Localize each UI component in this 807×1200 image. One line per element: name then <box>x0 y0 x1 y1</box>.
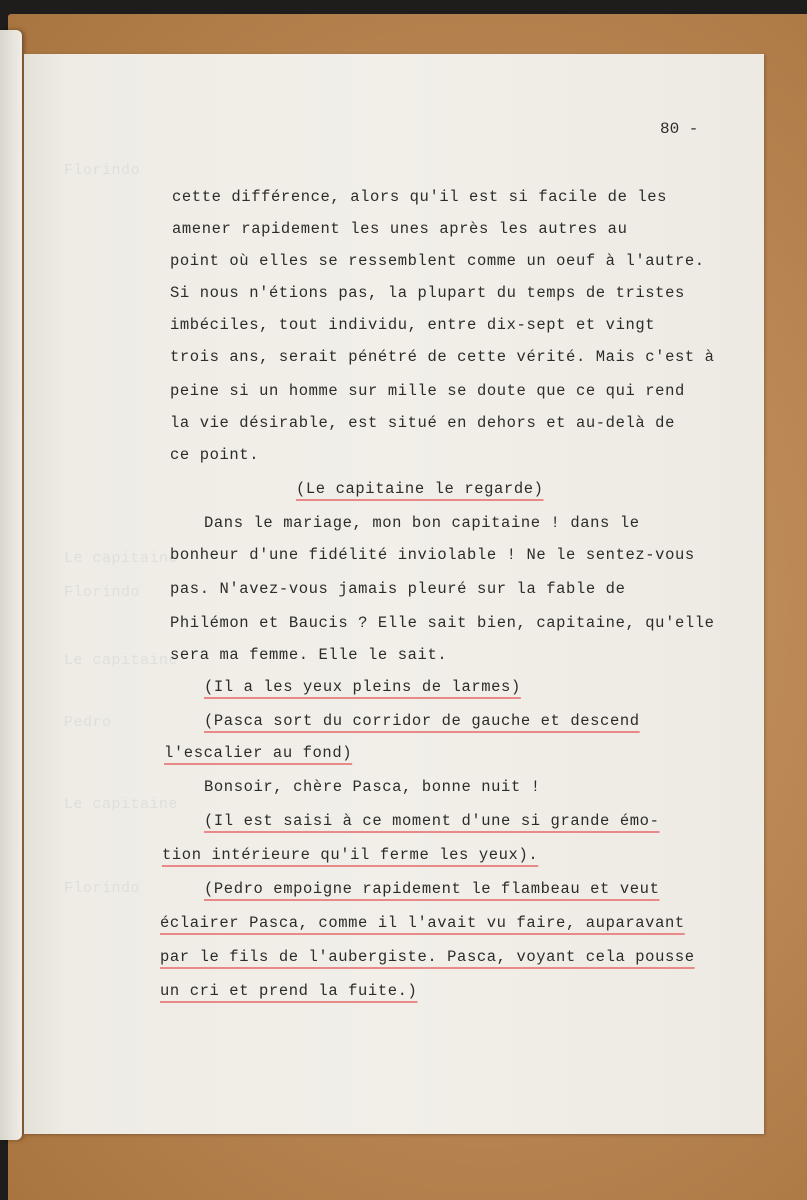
dialogue-line: peine si un homme sur mille se doute que ce qui rend <box>170 382 685 400</box>
dialogue-line: Bonsoir, chère Pasca, bonne nuit ! <box>204 778 541 796</box>
dialogue-line: trois ans, serait pénétré de cette vérité. Mais c'est à <box>170 348 715 366</box>
stage-direction-line: tion intérieure qu'il ferme les yeux). <box>162 846 539 864</box>
left-page-edge <box>0 30 22 1140</box>
page-number: 80 - <box>660 120 699 138</box>
dialogue-line: ce point. <box>170 446 260 464</box>
dialogue-line: Philémon et Baucis ? Elle sait bien, capitaine, qu'elle <box>170 614 715 632</box>
dialogue-line: Si nous n'étions pas, la plupart du temps de tristes <box>170 284 685 302</box>
show-through-text: Le capitaine <box>64 652 179 669</box>
dialogue-line: point où elles se ressemblent comme un oeuf à l'autre. <box>170 252 705 270</box>
typed-sheet <box>24 54 764 1134</box>
dialogue-line: pas. N'avez-vous jamais pleuré sur la fable de <box>170 580 626 598</box>
show-through-text: Florindo <box>64 162 141 179</box>
dialogue-line: amener rapidement les unes après les autres au <box>172 220 628 238</box>
dialogue-line: imbéciles, tout individu, entre dix-sept et vingt <box>170 316 656 334</box>
show-through-text: Florindo <box>64 880 141 897</box>
show-through-text: Pedro <box>64 714 112 731</box>
stage-direction-line: (Pedro empoigne rapidement le flambeau et veut <box>204 880 660 898</box>
stage-direction-line: par le fils de l'aubergiste. Pasca, voyant cela pousse <box>160 948 695 966</box>
stage-direction-line: éclairer Pasca, comme il l'avait vu faire, auparavant <box>160 914 685 932</box>
stage-direction-line: (Le capitaine le regarde) <box>296 480 544 498</box>
stage-direction-line: l'escalier au fond) <box>164 744 353 762</box>
show-through-text: Le capitaine <box>64 550 179 567</box>
stage-direction-line: (Il a les yeux pleins de larmes) <box>204 678 521 696</box>
dialogue-line: cette différence, alors qu'il est si facile de les <box>172 188 668 206</box>
show-through-text: Florindo <box>64 584 141 601</box>
show-through-text: Le capitaine <box>64 796 179 813</box>
dialogue-line: la vie désirable, est situé en dehors et au-delà de <box>170 414 675 432</box>
stage-direction-line: (Il est saisi à ce moment d'une si grande émo- <box>204 812 660 830</box>
dialogue-line: sera ma femme. Elle le sait. <box>170 646 448 664</box>
dialogue-line: bonheur d'une fidélité inviolable ! Ne le sentez-vous <box>170 546 695 564</box>
stage-direction-line: (Pasca sort du corridor de gauche et descend <box>204 712 640 730</box>
dialogue-line: Dans le mariage, mon bon capitaine ! dans le <box>204 514 640 532</box>
stage-direction-line: un cri et prend la fuite.) <box>160 982 418 1000</box>
